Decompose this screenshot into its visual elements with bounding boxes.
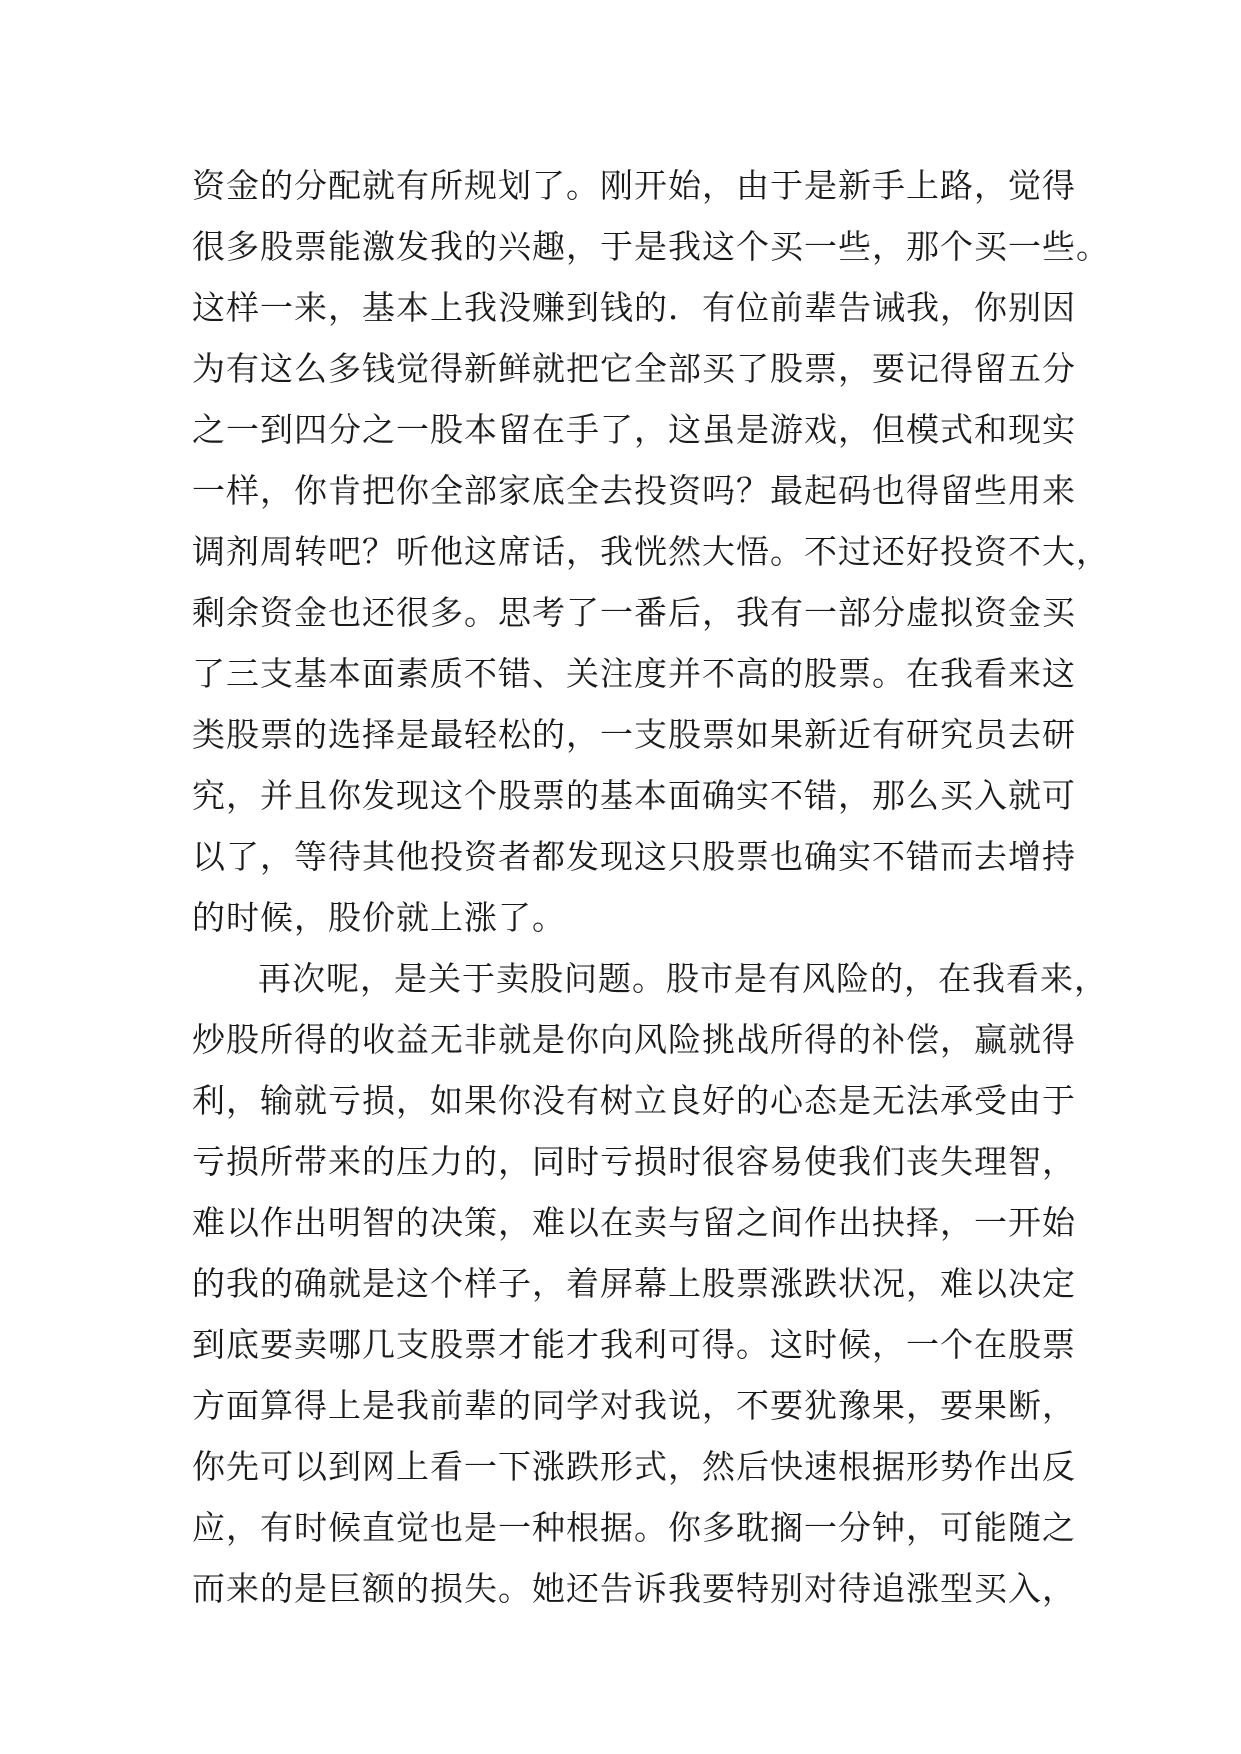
text-line: 你先可以到网上看一下涨跌形式，然后快速根据形势作出反	[192, 1447, 1076, 1486]
text-line: 的时候，股价就上涨了。	[192, 898, 566, 937]
text-line: 资金的分配就有所规划了。刚开始，由于是新手上路，觉得	[192, 166, 1076, 205]
text-line: 之一到四分之一股本留在手了，这虽是游戏，但模式和现实	[192, 410, 1076, 449]
text-line: 而来的是巨额的损失。她还告诉我要特别对待追涨型买入，	[192, 1569, 1076, 1608]
text-line: 究，并且你发现这个股票的基本面确实不错，那么买入就可	[192, 776, 1076, 815]
paragraph-2	[192, 948, 1108, 1619]
text-line: 一样，你肯把你全部家底全去投资吗？最起码也得留些用来	[192, 471, 1076, 510]
text-line: 到底要卖哪几支股票才能才我利可得。这时候，一个在股票	[192, 1325, 1076, 1364]
text-line: 这样一来，基本上我没赚到钱的．有位前辈告诫我，你别因	[192, 288, 1076, 327]
text-line: 调剂周转吧？听他这席话，我恍然大悟。不过还好投资不大，	[192, 532, 1110, 571]
text-line: 的我的确就是这个样子，着屏幕上股票涨跌状况，难以决定	[192, 1264, 1076, 1303]
text-line: 炒股所得的收益无非就是你向风险挑战所得的补偿，赢就得	[192, 1020, 1076, 1059]
text-line: 亏损所带来的压力的，同时亏损时很容易使我们丧失理智，	[192, 1142, 1076, 1181]
text-line-indented: 再次呢，是关于卖股问题。股市是有风险的，在我看来，	[258, 959, 1108, 998]
text-line: 以了，等待其他投资者都发现这只股票也确实不错而去增持	[192, 837, 1076, 876]
document-body	[192, 155, 1110, 1619]
text-line: 很多股票能激发我的兴趣，于是我这个买一些，那个买一些。	[192, 227, 1110, 266]
text-line: 剩余资金也还很多。思考了一番后，我有一部分虚拟资金买	[192, 593, 1076, 632]
text-line: 为有这么多钱觉得新鲜就把它全部买了股票，要记得留五分	[192, 349, 1076, 388]
text-line: 了三支基本面素质不错、关注度并不高的股票。在我看来这	[192, 654, 1076, 693]
paragraph-1	[192, 155, 1110, 948]
text-line: 难以作出明智的决策，难以在卖与留之间作出抉择，一开始	[192, 1203, 1076, 1242]
text-line: 利，输就亏损，如果你没有树立良好的心态是无法承受由于	[192, 1081, 1076, 1120]
text-line: 类股票的选择是最轻松的，一支股票如果新近有研究员去研	[192, 715, 1076, 754]
text-line: 应，有时候直觉也是一种根据。你多耽搁一分钟，可能随之	[192, 1508, 1076, 1547]
text-line: 方面算得上是我前辈的同学对我说，不要犹豫果，要果断，	[192, 1386, 1076, 1425]
